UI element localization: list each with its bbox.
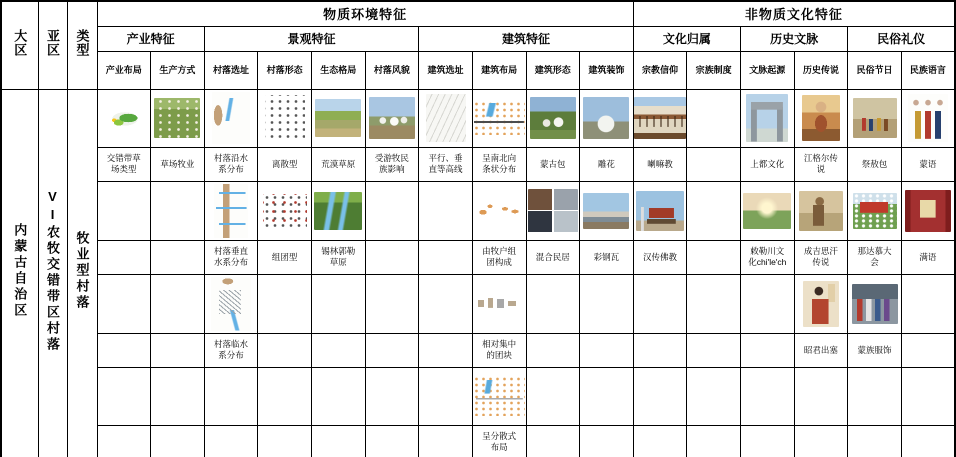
header-sub-region-label: 亚区 xyxy=(45,28,60,57)
region-sub-cell xyxy=(38,89,67,457)
empty-cell xyxy=(419,274,473,333)
empty-cell xyxy=(312,367,366,425)
region-major-cell xyxy=(1,89,38,457)
empty-cell xyxy=(687,274,741,333)
col-context-origin: 文脉起源 xyxy=(741,51,795,89)
empty-cell xyxy=(204,367,258,425)
cell-label: 满语 xyxy=(901,240,955,274)
cell-label: 离散型 xyxy=(258,147,312,181)
cell-label: 上都文化 xyxy=(741,147,795,181)
col-village-siting: 村落选址 xyxy=(204,51,258,89)
mongolian-yurts-photo-image xyxy=(530,97,576,139)
image-cell xyxy=(633,89,687,147)
naadam-fair-photo-image xyxy=(853,193,897,229)
cell-label xyxy=(580,425,634,457)
cell-label xyxy=(687,425,741,457)
empty-cell xyxy=(848,367,902,425)
cell-label xyxy=(633,425,687,457)
empty-cell xyxy=(580,274,634,333)
cell-label xyxy=(151,333,205,367)
cell-label: 由牧户组团构成 xyxy=(472,240,526,274)
herder-cluster-diagram-image xyxy=(474,198,524,224)
image-cell xyxy=(365,89,419,147)
cell-label xyxy=(365,240,419,274)
cell-label: 呈南北向条状分布 xyxy=(472,147,526,181)
cell-label: 呈分散式布局 xyxy=(472,425,526,457)
region-major-label: 内蒙古自治区 xyxy=(12,223,28,320)
cell-label xyxy=(312,425,366,457)
empty-cell xyxy=(258,367,312,425)
cell-label xyxy=(97,333,151,367)
header-major-region xyxy=(1,1,38,89)
cell-label: 荒漠草原 xyxy=(312,147,366,181)
cell-label xyxy=(687,240,741,274)
dispersed-layout-diagram-image xyxy=(473,376,525,416)
cell-label xyxy=(687,333,741,367)
empty-cell xyxy=(97,274,151,333)
cell-label xyxy=(258,333,312,367)
image-cell xyxy=(419,89,473,147)
cell-label: 草场牧业 xyxy=(151,147,205,181)
image-cell xyxy=(901,181,955,240)
cluster-layout-sketch-image xyxy=(263,194,307,228)
empty-cell xyxy=(97,181,151,240)
col-building-form: 建筑形态 xyxy=(526,51,580,89)
cell-label: 交错带草场类型 xyxy=(97,147,151,181)
mongolian-costume-photo-image xyxy=(908,94,948,142)
image-cell xyxy=(901,89,955,147)
image-cell xyxy=(633,181,687,240)
empty-cell xyxy=(419,181,473,240)
image-cell xyxy=(741,181,795,240)
image-cell xyxy=(97,89,151,147)
cell-label: 平行、垂直等高线 xyxy=(419,147,473,181)
cell-label: 组团型 xyxy=(258,240,312,274)
image-cell xyxy=(580,89,634,147)
image-cell xyxy=(312,181,366,240)
col-village-style: 村落风貌 xyxy=(365,51,419,89)
cell-label: 江格尔传说 xyxy=(794,147,848,181)
empty-cell xyxy=(419,367,473,425)
empty-cell xyxy=(365,367,419,425)
empty-cell xyxy=(312,274,366,333)
empty-cell xyxy=(151,181,205,240)
group-cultural-attribution: 文化归属 xyxy=(633,26,740,51)
group-architecture: 建筑特征 xyxy=(419,26,634,51)
cell-label: 蒙语 xyxy=(901,147,955,181)
image-cell xyxy=(848,274,902,333)
empty-cell xyxy=(365,274,419,333)
image-cell xyxy=(848,181,902,240)
empty-cell xyxy=(687,181,741,240)
cell-label xyxy=(419,333,473,367)
image-cell xyxy=(472,367,526,425)
han-buddhism-temple-photo-image xyxy=(636,191,684,231)
chilechuan-grassland-photo-image xyxy=(743,193,791,229)
cell-label: 相对集中的团块 xyxy=(472,333,526,367)
cell-label: 彩钢瓦 xyxy=(580,240,634,274)
cell-label xyxy=(633,333,687,367)
empty-cell xyxy=(901,367,955,425)
empty-cell xyxy=(794,367,848,425)
region-type-cell xyxy=(67,89,97,457)
cell-label: 村落垂直水系分布 xyxy=(204,240,258,274)
cell-label xyxy=(258,425,312,457)
empty-cell xyxy=(151,274,205,333)
cell-label xyxy=(741,333,795,367)
group-industry: 产业特征 xyxy=(97,26,204,51)
cell-label: 受游牧民族影响 xyxy=(365,147,419,181)
col-historical-legend: 历史传说 xyxy=(794,51,848,89)
image-cell xyxy=(794,89,848,147)
empty-cell xyxy=(687,89,741,147)
color-steel-roof-town-photo-image xyxy=(583,193,629,229)
cell-label xyxy=(794,425,848,457)
empty-cell xyxy=(633,367,687,425)
cell-label: 混合民居 xyxy=(526,240,580,274)
header-sub-region xyxy=(38,1,67,89)
cell-label xyxy=(526,425,580,457)
col-building-siting: 建筑选址 xyxy=(419,51,473,89)
village-waterfront-map-image xyxy=(211,277,251,331)
header-type-label: 类型 xyxy=(74,28,90,57)
compact-block-diagram-image xyxy=(474,295,524,313)
col-ethnic-language: 民族语言 xyxy=(901,51,955,89)
empty-cell xyxy=(365,181,419,240)
cell-label: 成吉思汗传说 xyxy=(794,240,848,274)
cell-label xyxy=(312,333,366,367)
header-material-environment: 物质环境特征 xyxy=(97,1,633,26)
cell-label: 那达慕大会 xyxy=(848,240,902,274)
cell-label xyxy=(687,147,741,181)
empty-cell xyxy=(526,274,580,333)
xilingol-grassland-photo-image xyxy=(314,192,362,230)
image-cell xyxy=(258,181,312,240)
header-intangible-culture: 非物质文化特征 xyxy=(633,1,955,26)
region-type-label: 牧业型村落 xyxy=(74,231,90,312)
grassland-herding-photo-image xyxy=(154,98,200,138)
empty-cell xyxy=(258,274,312,333)
image-cell xyxy=(794,274,848,333)
cell-label xyxy=(580,333,634,367)
image-cell xyxy=(151,89,205,147)
image-cell xyxy=(472,181,526,240)
jangar-legend-painting-image xyxy=(802,95,840,141)
group-folk-ritual: 民俗礼仪 xyxy=(848,26,955,51)
cell-label: 蒙族服饰 xyxy=(848,333,902,367)
nomadic-style-village-photo-image xyxy=(369,97,415,139)
village-along-river-map-image xyxy=(212,92,250,144)
red-hall-photo-image xyxy=(905,190,951,232)
cell-label: 喇嘛教 xyxy=(633,147,687,181)
empty-cell xyxy=(97,367,151,425)
image-cell xyxy=(526,181,580,240)
image-cell xyxy=(472,89,526,147)
shangdu-gate-photo-image xyxy=(746,94,788,142)
genghis-khan-statue-photo-image xyxy=(799,191,843,231)
cell-label xyxy=(97,240,151,274)
image-cell xyxy=(526,89,580,147)
scattered-layout-sketch-image xyxy=(265,95,305,141)
cell-label xyxy=(526,333,580,367)
cell-label: 祭敖包 xyxy=(848,147,902,181)
village-perpendicular-river-map-image xyxy=(214,184,248,238)
cell-label xyxy=(151,240,205,274)
empty-cell xyxy=(741,274,795,333)
empty-cell xyxy=(741,367,795,425)
cell-label xyxy=(365,425,419,457)
yurt-carving-photo-image xyxy=(583,97,629,139)
image-cell xyxy=(204,274,258,333)
empty-cell xyxy=(687,367,741,425)
group-landscape: 景观特征 xyxy=(204,26,419,51)
region-sub-label: VI农牧交错带区村落 xyxy=(45,189,60,354)
group-historical-context: 历史文脉 xyxy=(741,26,848,51)
col-industry-layout: 产业布局 xyxy=(97,51,151,89)
cell-label: 村落沿水系分布 xyxy=(204,147,258,181)
col-village-form: 村落形态 xyxy=(258,51,312,89)
cell-label xyxy=(901,333,955,367)
image-cell xyxy=(848,89,902,147)
cell-label: 敕勒川文化chi'le'ch xyxy=(741,240,795,274)
image-cell xyxy=(258,89,312,147)
mixed-dwellings-collage-image xyxy=(528,189,578,233)
empty-cell xyxy=(633,274,687,333)
cell-label: 锡林郭勒草原 xyxy=(312,240,366,274)
cell-label xyxy=(151,425,205,457)
image-cell xyxy=(312,89,366,147)
image-cell xyxy=(472,274,526,333)
col-building-decoration: 建筑装饰 xyxy=(580,51,634,89)
image-cell xyxy=(204,89,258,147)
inner-mongolia-grassland-type-map-image xyxy=(102,95,146,141)
header-major-region-label: 大区 xyxy=(12,28,28,57)
cell-label xyxy=(419,425,473,457)
col-religion: 宗教信仰 xyxy=(633,51,687,89)
image-cell xyxy=(204,181,258,240)
lama-temple-photo-image xyxy=(634,97,686,139)
col-production-mode: 生产方式 xyxy=(151,51,205,89)
empty-cell xyxy=(526,367,580,425)
col-ecological-pattern: 生态格局 xyxy=(312,51,366,89)
north-south-strip-diagram-image xyxy=(473,101,525,135)
mongolian-dress-photo-image xyxy=(852,284,898,324)
cell-label xyxy=(97,425,151,457)
empty-cell xyxy=(151,367,205,425)
image-cell xyxy=(580,181,634,240)
cell-label: 雕花 xyxy=(580,147,634,181)
desert-steppe-photo-image xyxy=(315,99,361,137)
cell-label xyxy=(901,425,955,457)
contour-line-sketch-image xyxy=(426,94,466,142)
col-clan-system: 宗族制度 xyxy=(687,51,741,89)
empty-cell xyxy=(580,367,634,425)
image-cell xyxy=(794,181,848,240)
zhaojun-painting-image xyxy=(803,281,839,327)
cell-label: 汉传佛教 xyxy=(633,240,687,274)
cell-label: 蒙古包 xyxy=(526,147,580,181)
aobao-ritual-photo-image xyxy=(853,98,897,138)
empty-cell xyxy=(901,274,955,333)
header-type xyxy=(67,1,97,89)
image-cell xyxy=(741,89,795,147)
cell-label xyxy=(741,425,795,457)
cell-label xyxy=(848,425,902,457)
cell-label: 村落临水系分布 xyxy=(204,333,258,367)
cell-label xyxy=(365,333,419,367)
col-folk-festival: 民俗节日 xyxy=(848,51,902,89)
cell-label xyxy=(204,425,258,457)
col-building-layout: 建筑布局 xyxy=(472,51,526,89)
cell-label: 昭君出塞 xyxy=(794,333,848,367)
cell-label xyxy=(419,240,473,274)
